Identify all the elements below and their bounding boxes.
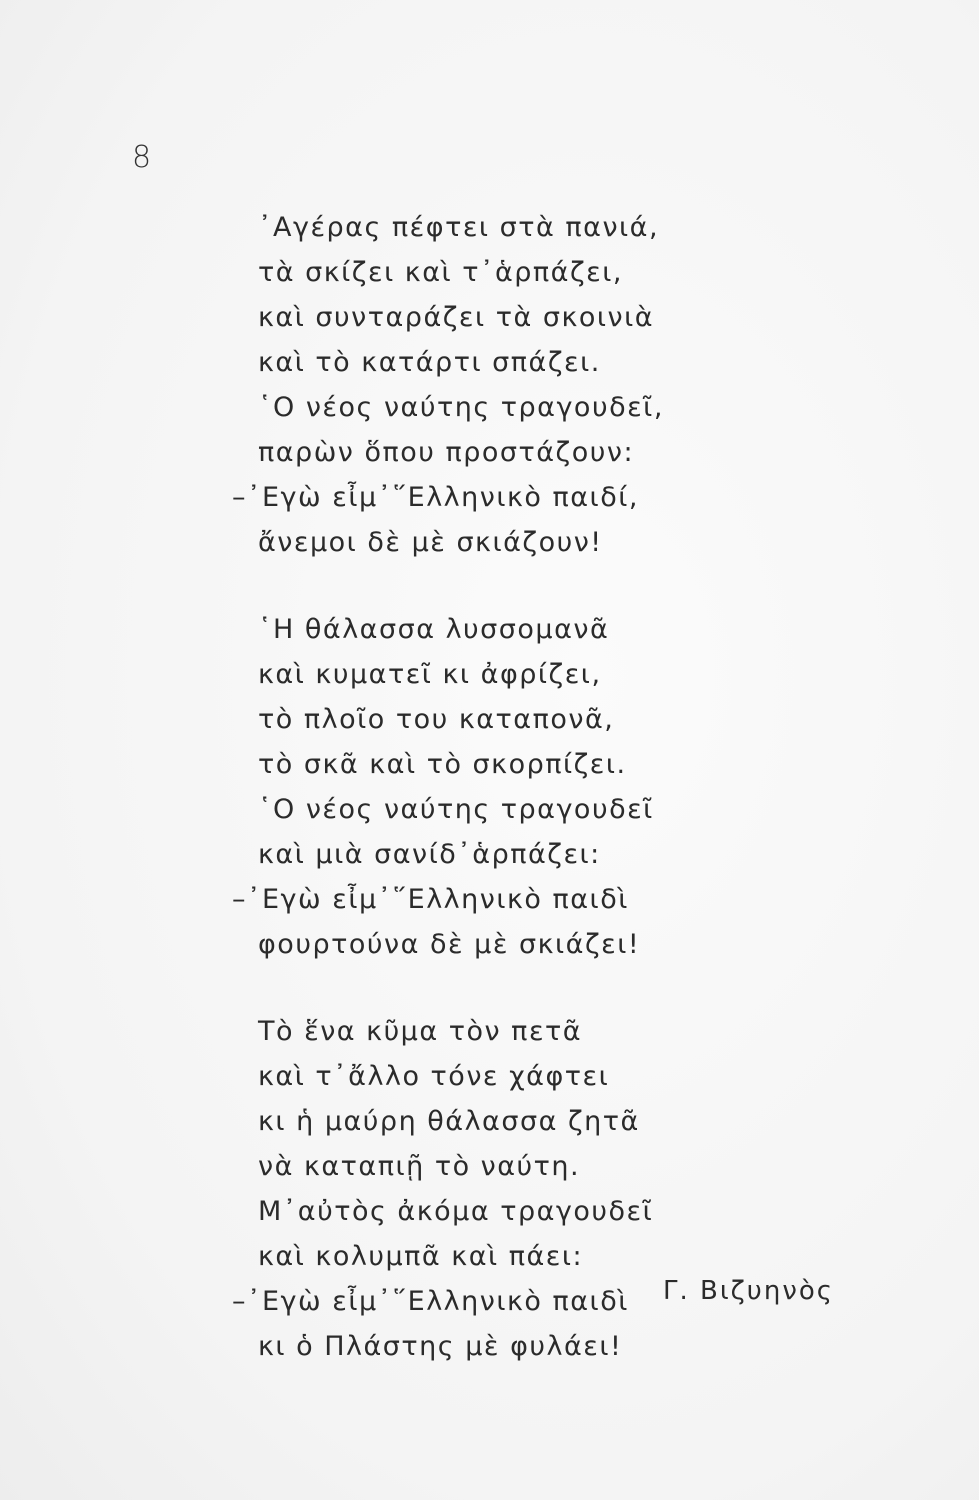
poem-line: τὰ σκίζει καὶ τ᾿ἁρπάζει, xyxy=(258,257,623,288)
page-number: 8 xyxy=(132,140,153,175)
poem-line: καὶ κυματεῖ κι ἀφρίζει, xyxy=(258,659,602,690)
poem-line: ᾿Αγέρας πέφτει στὰ πανιά, xyxy=(258,212,660,243)
poem-line: Μ᾿αὐτὸς ἀκόμα τραγουδεῖ xyxy=(258,1196,654,1227)
poem-line: καὶ κολυμπᾶ καὶ πάει: xyxy=(258,1241,584,1272)
poem-line: νὰ καταπιῇ τὸ ναύτη. xyxy=(258,1151,581,1182)
poem-line: καὶ μιὰ σανίδ᾿ἁρπάζει: xyxy=(258,839,601,870)
stanza-2 xyxy=(0,607,979,967)
poem xyxy=(0,205,979,1369)
poem-line: ῾Ο νέος ναύτης τραγουδεῖ xyxy=(258,794,654,825)
poem-line-refrain: –᾿Εγὼ εἶμ᾿῞Ελληνικὸ παιδὶ xyxy=(232,884,629,915)
poem-line-refrain: –᾿Εγὼ εἶμ᾿῞Ελληνικὸ παιδί, xyxy=(232,482,639,513)
poem-line-refrain: –᾿Εγὼ εἶμ᾿῞Ελληνικὸ παιδὶ xyxy=(232,1286,629,1317)
poem-line: καὶ τὸ κατάρτι σπάζει. xyxy=(258,347,601,378)
poem-line: ἄνεμοι δὲ μὲ σκιάζουν! xyxy=(258,527,603,558)
poem-line: φουρτούνα δὲ μὲ σκιάζει! xyxy=(258,929,641,960)
poem-line: τὸ πλοῖο του καταπονᾶ, xyxy=(258,704,615,735)
stanza-1 xyxy=(0,205,979,565)
poem-line: ῾Ο νέος ναύτης τραγουδεῖ, xyxy=(258,392,664,423)
poem-line: καὶ τ᾿ἄλλο τόνε χάφτει xyxy=(258,1061,610,1092)
poem-line: ῾Η θάλασσα λυσσομανᾶ xyxy=(258,614,610,645)
poem-line: τὸ σκᾶ καὶ τὸ σκορπίζει. xyxy=(258,749,627,780)
poem-line: παρὼν ὅπου προστάζουν: xyxy=(258,437,635,468)
poem-line: Τὸ ἕνα κῦμα τὸν πετᾶ xyxy=(258,1016,583,1047)
stanza-3 xyxy=(0,1009,979,1369)
poem-line: καὶ συνταράζει τὰ σκοινιὰ xyxy=(258,302,655,333)
author-signature: Γ. Βιζυηνὸς xyxy=(663,1276,835,1306)
poem-line: κι ὁ Πλάστης μὲ φυλάει! xyxy=(258,1331,623,1362)
poem-line: κι ἡ μαύρη θάλασσα ζητᾶ xyxy=(258,1106,640,1137)
